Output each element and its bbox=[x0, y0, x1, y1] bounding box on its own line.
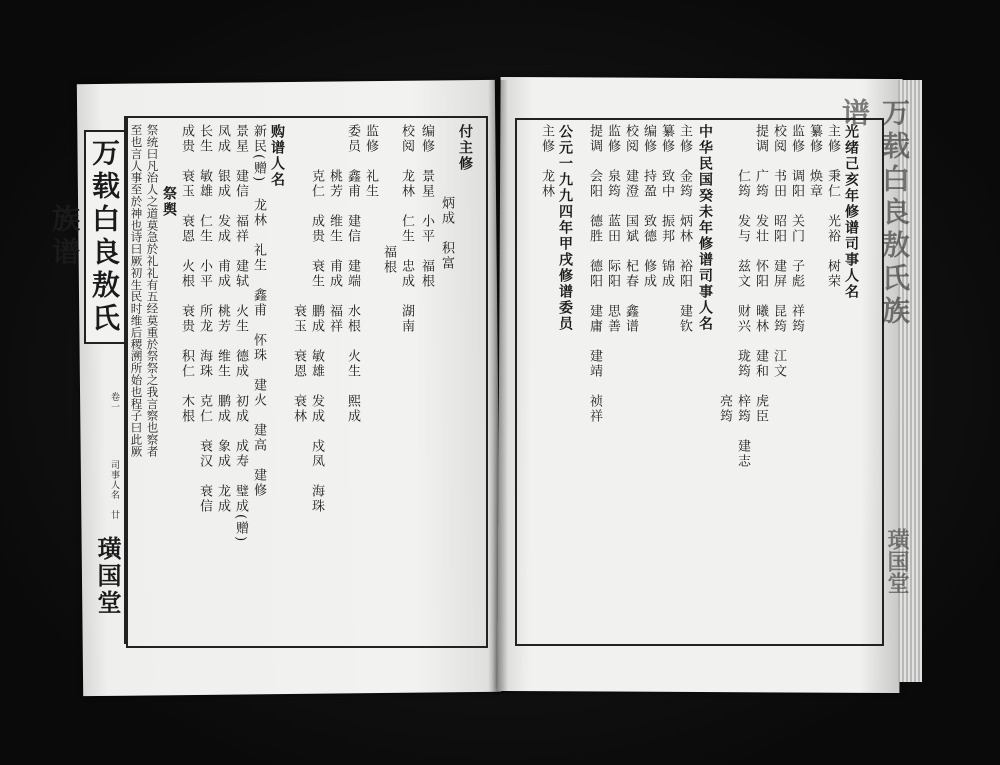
text-column: 监修 礼生 bbox=[363, 124, 378, 199]
frame-rule bbox=[124, 116, 126, 644]
text-column: 中华民国癸未年修谱司事人名 bbox=[697, 124, 713, 332]
text-column: 编修 持盈 致德 修成 bbox=[641, 124, 656, 289]
text-column: 购谱人名 bbox=[269, 124, 285, 188]
text-column: 公元一九九四年甲戌修谱委员 bbox=[557, 124, 573, 332]
text-column: 委员 鑫甫 建信 建端 水根 火生 熙成 bbox=[345, 124, 360, 424]
page-number: 廿 bbox=[109, 510, 119, 520]
text-column: 光绪己亥年修谱司事人名 bbox=[843, 124, 859, 300]
text-column: 纂修 焕章 bbox=[807, 124, 822, 199]
text-column: 校阅 龙林 仁生 忠成 湖南 bbox=[399, 124, 414, 334]
text-column: 景星 建信 福祥 建轼 火生 德成 初成 成寿 璧成(赠) bbox=[233, 124, 248, 544]
text-column: 主修 龙林 bbox=[539, 124, 554, 199]
text-column: 付主修 bbox=[457, 124, 473, 172]
text-column: 仁筠 发与 兹文 财兴 珑筠 梓筠 建志 bbox=[735, 124, 750, 469]
text-column: 祭统曰凡治人之道莫急於礼礼有五经莫重於祭祭之我言察也察者 bbox=[145, 124, 160, 458]
text-column: 炳成 积富 bbox=[439, 196, 454, 271]
text-column: 主修 金筠 炳林 裕阳 建钦 bbox=[677, 124, 692, 334]
text-column: 衰玉 衰恩 衰林 bbox=[291, 124, 306, 424]
text-column: 亮筠 bbox=[717, 124, 732, 424]
text-column: 纂修 致中 振邦 锦成 bbox=[659, 124, 674, 289]
text-column: 监修 泉筠 蓝田 际阳 思善 bbox=[605, 124, 620, 334]
text-column: 成贵 衰玉 衰恩 火根 衰贵 积仁 木根 bbox=[179, 124, 194, 424]
text-column: 校阅 建澄 国斌 杞春 鑫谱 bbox=[623, 124, 638, 334]
text-column: 校阅 书田 昭阳 建屏 昆筠 江文 bbox=[771, 124, 786, 379]
section-label: 司事人名 bbox=[109, 460, 119, 500]
hall-name: 璜国堂 bbox=[93, 536, 122, 617]
text-column: 提调 广筠 发壮 怀阳 曦林 建和 虎臣 bbox=[753, 124, 768, 424]
text-column: 新民(赠) 龙林 礼生 鑫甫 怀珠 建火 建高 建修 bbox=[251, 124, 266, 499]
text-column: 长生 敏雄 仁生 小平 所龙 海珠 克仁 衰汉 衰信 bbox=[197, 124, 212, 514]
text-column: 监修 调阳 关门 子彪 祥筠 bbox=[789, 124, 804, 334]
text-column: 主修 秉仁 光裕 树荣 bbox=[825, 124, 840, 289]
book-title: 万载白良敖氏族谱 bbox=[84, 130, 126, 344]
book-gutter bbox=[488, 80, 508, 694]
text-column: 编修 景星 小平 福根 bbox=[419, 124, 434, 289]
text-column: 凤成 银成 发成 甫成 桃芳 维生 鹏成 象成 龙成 bbox=[215, 124, 230, 514]
text-column: 克仁 成贵 衰生 鹏成 敏雄 发成 戍凤 海珠 bbox=[309, 124, 324, 514]
text-column: 祭舆 bbox=[161, 186, 177, 218]
volume-label: 卷一 bbox=[109, 392, 119, 412]
text-column: 提调 会阳 德胜 德阳 建庸 建靖 祯祥 bbox=[587, 124, 602, 424]
text-column: 至也言人事至於神也诗曰厥初生民时维后稷溯所始也程子曰此厥 bbox=[129, 124, 144, 458]
book-title-edge: 万载白良敖氏族谱 bbox=[838, 98, 911, 329]
text-column: 福根 bbox=[381, 200, 396, 275]
text-column: 桃芳 维生 甫成 福祥 bbox=[327, 124, 342, 334]
hall-name-edge: 璜国堂 bbox=[884, 528, 910, 594]
